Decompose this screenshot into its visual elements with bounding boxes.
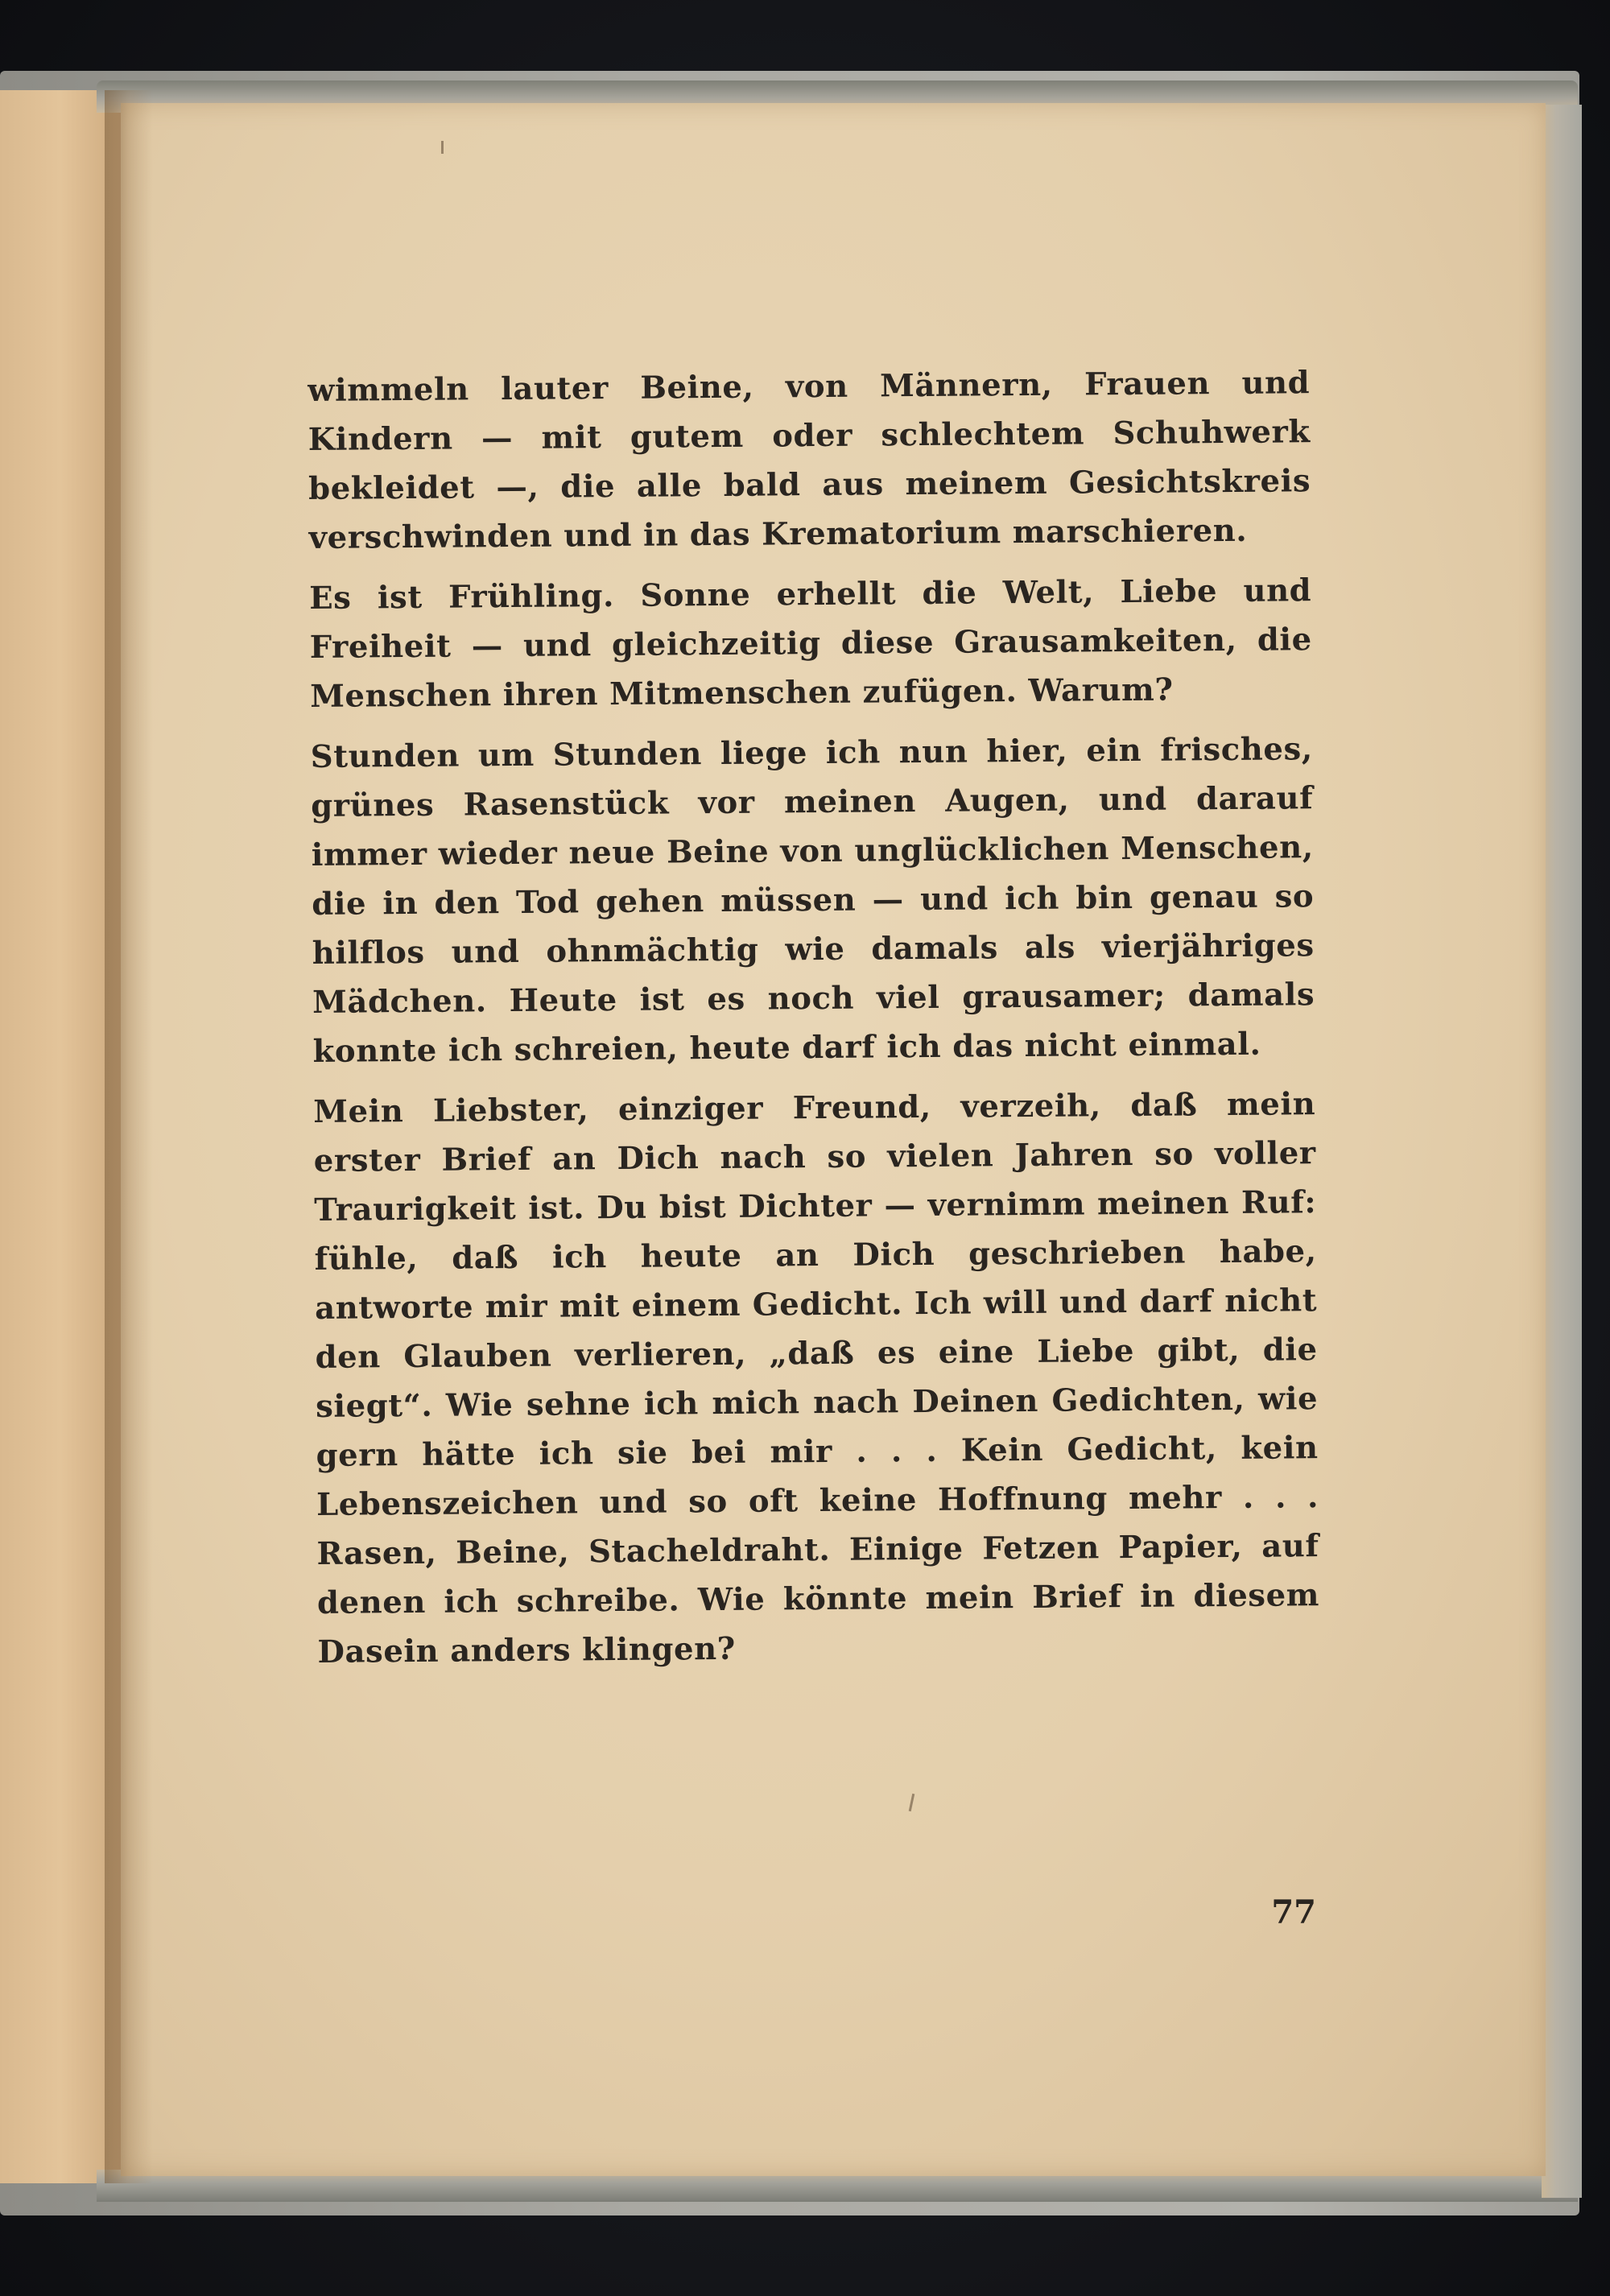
page-right-edge [1542, 105, 1582, 2198]
gutter-shadow [105, 90, 153, 2183]
paragraph: wimmeln lauter Beine, von Männern, Frauen und Kindern — mit gutem oder schlechtem Schuhwerk bekleidet —, die alle bald aus meinem Gesichtskreis verschwinden und in das Krematorium marschieren. [308, 365, 1311, 556]
paragraph: Stunden um Stunden liege ich nun hier, ein frisches, grünes Rasenstück vor meinen Augen, und darauf immer wieder neue Beine von unglücklichen Menschen, die in den Tod gehen müssen — und ich bin genau so hilflos und ohnmächtig wie damals als vierjähriges Mädchen. Heute ist es noch viel grausamer; damals konnte ich schreien, heute darf ich das nicht einmal. [310, 731, 1315, 1070]
paragraph: Mein Liebster, einziger Freund, verzeih, daß mein erster Brief an Dich nach so vielen Jahren so voller Traurigkeit ist. Du bist Dichter — vernimm meinen Ruf: fühle, daß ich heute an Dich geschrieben habe, antworte mir mit einem Gedicht. Ich will und darf nicht den Glauben verlieren, „daß es eine Liebe gibt, die siegt“. Wie sehne ich mich nach Deinen Gedichten, wie gern hätte ich sie bei mir . . . Kein Gedicht, kein Lebenszeichen und so oft keine Hoffnung mehr . . . Rasen, Beine, Stacheldraht. Einige Fetzen Papier, auf denen ich schreibe. Wie könnte mein Brief in diesem Dasein anders klingen? [313, 1086, 1320, 1670]
left-page-edge [0, 90, 121, 2183]
body-text [308, 358, 1320, 1688]
page-number: 77 [1271, 1893, 1316, 1931]
paragraph: Es ist Frühling. Sonne erhellt die Welt, Liebe und Freiheit — und gleichzeitig diese Grausamkeiten, die Menschen ihren Mitmenschen zufügen. Warum? [309, 572, 1312, 715]
paper-mark [441, 141, 444, 154]
